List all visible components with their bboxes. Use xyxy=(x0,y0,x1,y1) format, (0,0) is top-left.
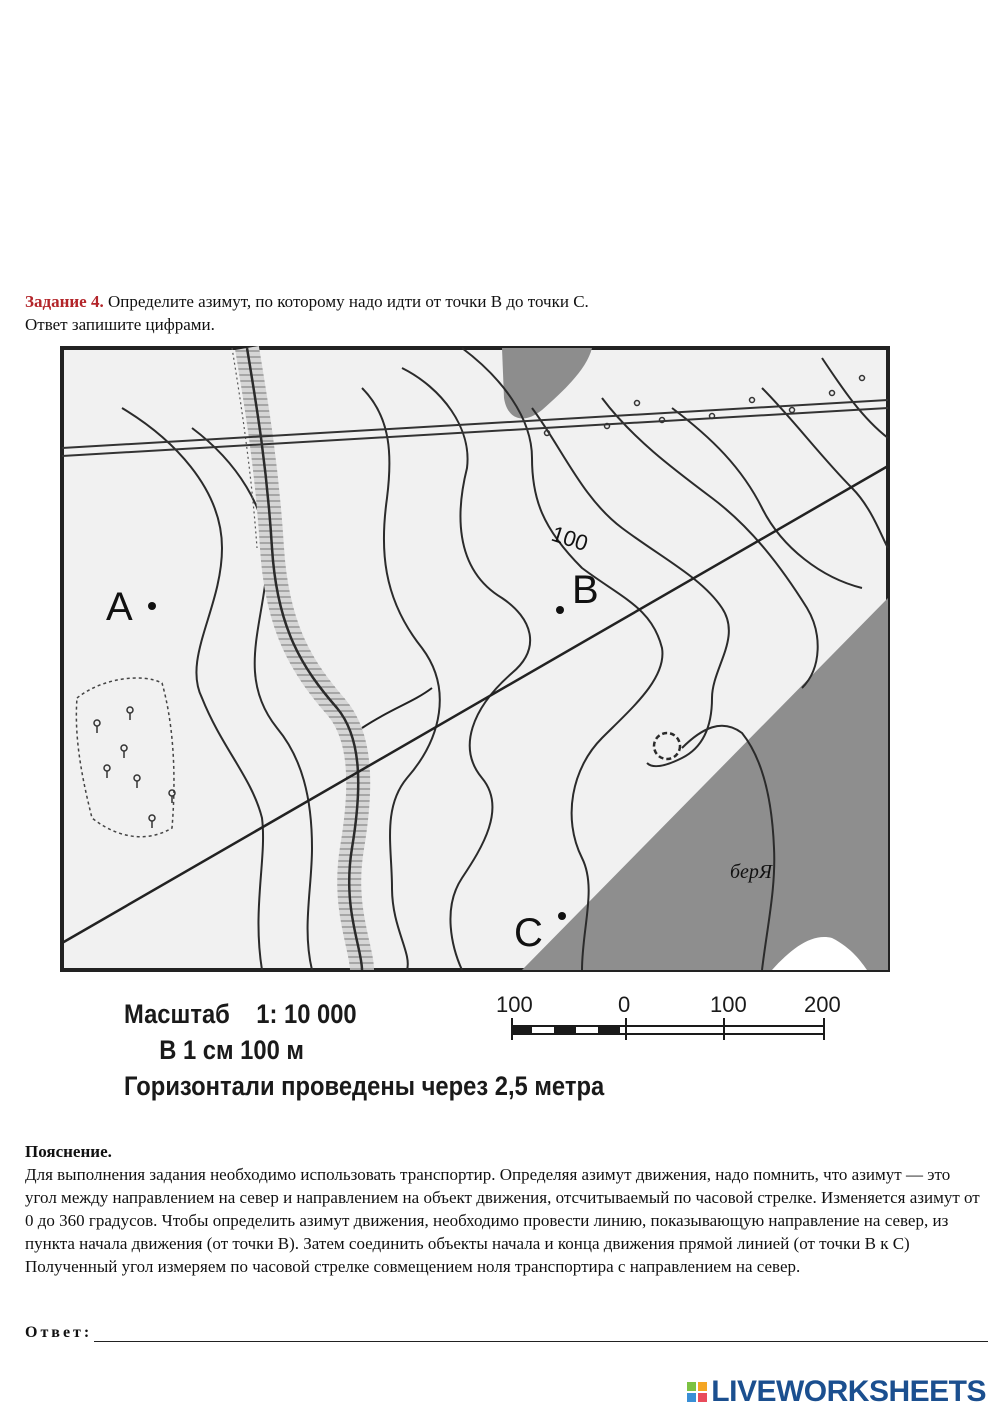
map-legend xyxy=(62,990,888,1105)
brand-name: LIVEWORKSHEETS xyxy=(711,1375,986,1408)
answer-input-line[interactable] xyxy=(94,1325,988,1342)
point-a-marker xyxy=(148,602,156,610)
point-a-label: A xyxy=(106,585,133,629)
scale-tick-label: 200 xyxy=(804,992,841,1017)
task-question: Определите азимут, по которому надо идти от точки В до точки С. xyxy=(103,292,589,311)
brand-logo-icon xyxy=(687,1382,707,1402)
point-b-label: B xyxy=(572,568,599,612)
answer-row xyxy=(25,1324,988,1342)
liveworksheets-brand[interactable] xyxy=(687,1375,986,1409)
explanation-text: Для выполнения задания необходимо использовать транспортир. Определяя азимут движения, надо помнить, что азимут — это угол между направлением на север и направлением на объект движения, отсчитываемый по часовой стрелке. Изменяется азимут от 0 до 360 градусов. Чтобы определить азимут движения, необходимо провести линию, показывающую направление на север, из пункта начала движения (от точки В). Затем соединить объекты начала и конца движения прямой линией (от точки В к С) Полученный угол измеряем по часовой стрелке совмещением ноля транспортира с направлением на север. xyxy=(25,1165,980,1276)
task-block xyxy=(25,290,975,336)
explanation-block xyxy=(25,1140,980,1278)
forest-label: берЯ xyxy=(730,861,773,883)
point-c-label: C xyxy=(514,911,543,955)
contour-label: 100 xyxy=(548,520,592,557)
answer-label: Ответ: xyxy=(25,1324,93,1341)
logo-square xyxy=(687,1393,696,1402)
task-instruction: Ответ запишите цифрами. xyxy=(25,315,215,334)
scale-tick-label: 100 xyxy=(710,992,747,1017)
logo-square xyxy=(698,1393,707,1402)
explanation-heading: Пояснение. xyxy=(25,1142,112,1161)
point-b-marker xyxy=(556,606,564,614)
scale-tick-label: 100 xyxy=(496,992,533,1017)
task-label: Задание 4. xyxy=(25,292,104,311)
task-question-line xyxy=(25,290,975,313)
legend-scale: Масштаб 1: 10 000 xyxy=(124,999,357,1029)
scale-tick-label: 0 xyxy=(618,992,631,1017)
logo-square xyxy=(698,1382,707,1391)
point-c-marker xyxy=(558,912,566,920)
legend-cm: В 1 см 100 м xyxy=(159,1035,304,1065)
topographic-map xyxy=(62,348,888,970)
legend-contours: Горизонтали проведены через 2,5 метра xyxy=(124,1071,605,1101)
scale-bar xyxy=(496,990,862,1050)
map-svg xyxy=(62,348,888,970)
logo-square xyxy=(687,1382,696,1391)
